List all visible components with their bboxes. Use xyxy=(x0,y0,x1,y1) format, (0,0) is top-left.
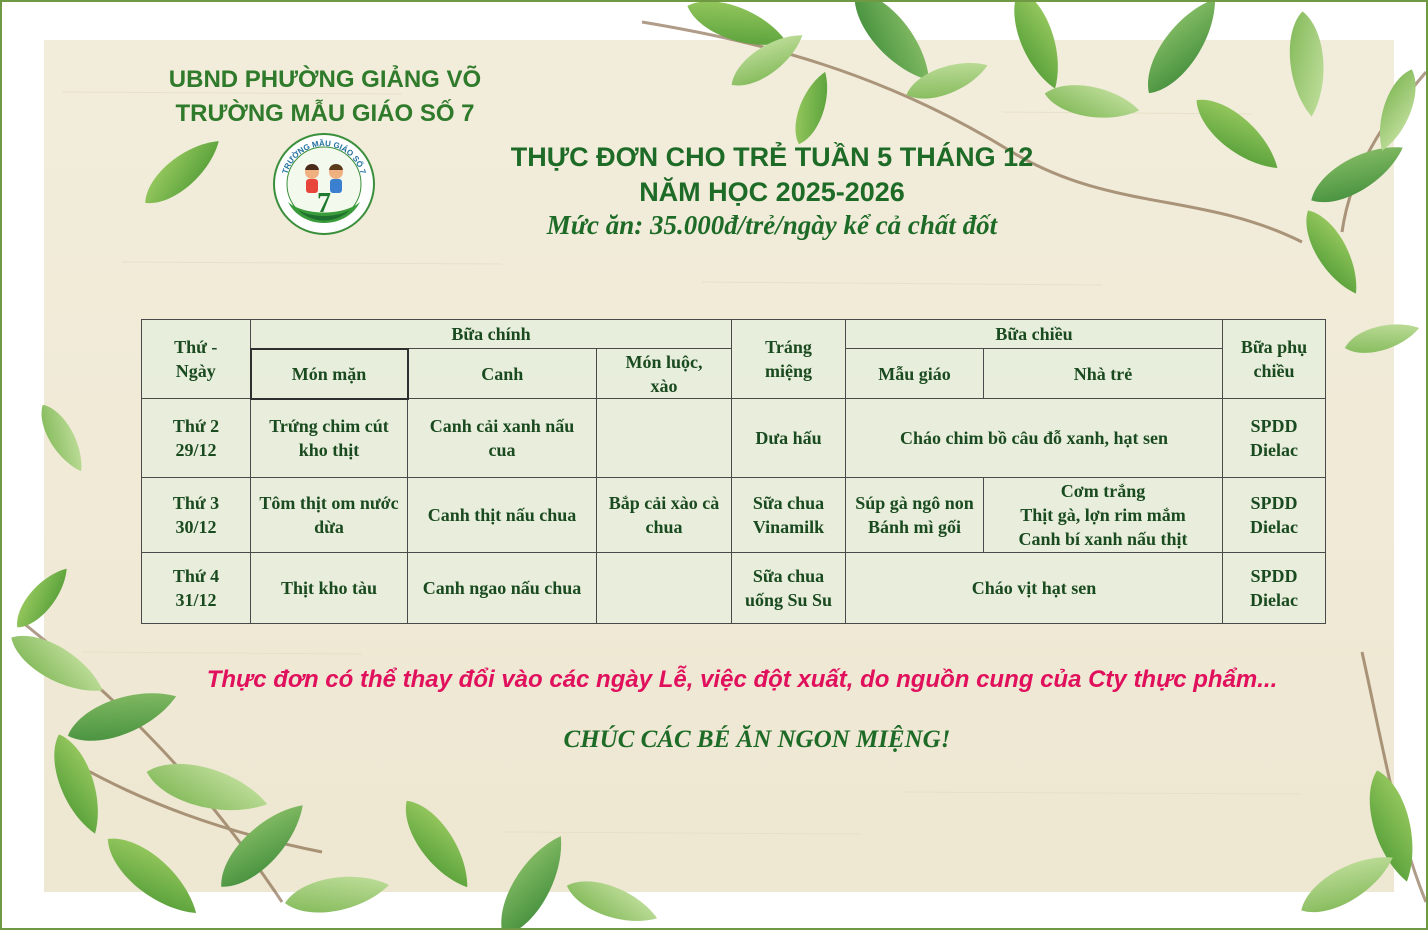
cell-savory: Trứng chim cút kho thịt xyxy=(251,399,408,478)
weekly-menu-table xyxy=(141,319,1326,624)
header-nursery: Nhà trẻ xyxy=(984,349,1223,399)
cell-afternoon-meal: Cháo vịt hạt sen xyxy=(846,553,1223,624)
school-logo xyxy=(272,132,376,236)
cell-snack: SPDD Dielac xyxy=(1223,553,1326,624)
table-row xyxy=(142,553,1326,624)
cell-soup: Canh cải xanh nấu cua xyxy=(408,399,597,478)
header-dessert: Tráng miệng xyxy=(732,320,846,399)
header-kindergarten: Mẫu giáo xyxy=(846,349,984,399)
cell-day: Thứ 2 29/12 xyxy=(142,399,251,478)
meal-cost: Mức ăn: 35.000đ/trẻ/ngày kể cả chất đốt xyxy=(546,210,998,240)
table-row xyxy=(142,478,1326,553)
menu-change-note: Thực đơn có thể thay đổi vào các ngày Lễ, việc đột xuất, do nguồn cung của Cty thực phẩm... xyxy=(206,666,1278,693)
header-day: Thứ - Ngày xyxy=(142,320,251,399)
cell-kindergarten: Súp gà ngô non Bánh mì gối xyxy=(846,478,984,553)
cell-snack: SPDD Dielac xyxy=(1223,399,1326,478)
header-boiled-stirfry: Món luộc, xào xyxy=(597,349,732,399)
cell-soup: Canh ngao nấu chua xyxy=(408,553,597,624)
header-soup: Canh xyxy=(408,349,597,399)
logo-digit: 7 xyxy=(317,188,331,219)
org-name-ward: UBND PHƯỜNG GIẢNG VÕ xyxy=(168,66,482,93)
cell-afternoon-meal: Cháo chim bồ câu đỗ xanh, hạt sen xyxy=(846,399,1223,478)
cell-day: Thứ 3 30/12 xyxy=(142,478,251,553)
header-savory: Món mặn xyxy=(251,349,408,399)
logo-arc-text: TRƯỜNG MẦU GIÁO SỐ 7 xyxy=(280,138,368,176)
closing-wish: CHÚC CÁC BÉ ĂN NGON MIỆNG! xyxy=(563,726,951,753)
header-afternoon-snack: Bữa phụ chiều xyxy=(1223,320,1326,399)
header-afternoon-meal: Bữa chiều xyxy=(846,320,1223,349)
cell-day: Thứ 4 31/12 xyxy=(142,553,251,624)
header-main-meal: Bữa chính xyxy=(251,320,732,349)
cell-dessert: Sữa chua uống Su Su xyxy=(732,553,846,624)
cell-dessert: Sữa chua Vinamilk xyxy=(732,478,846,553)
table-row xyxy=(142,399,1326,478)
cell-soup: Canh thịt nấu chua xyxy=(408,478,597,553)
cell-boiled-stirfry: Bắp cải xào cà chua xyxy=(597,478,732,553)
cell-boiled-stirfry xyxy=(597,399,732,478)
cell-savory: Tôm thịt om nước dừa xyxy=(251,478,408,553)
org-name-school: TRƯỜNG MẪU GIÁO SỐ 7 xyxy=(175,100,475,127)
cell-nursery: Cơm trắng Thịt gà, lợn rim mắm Canh bí xanh nấu thịt xyxy=(984,478,1223,553)
header-row-1 xyxy=(142,320,1326,349)
cell-savory: Thịt kho tàu xyxy=(251,553,408,624)
cell-snack: SPDD Dielac xyxy=(1223,478,1326,553)
cell-boiled-stirfry xyxy=(597,553,732,624)
menu-title: THỰC ĐƠN CHO TRẺ TUẦN 5 THÁNG 12 xyxy=(510,142,1034,172)
school-year: NĂM HỌC 2025-2026 xyxy=(639,177,905,207)
cell-dessert: Dưa hấu xyxy=(732,399,846,478)
